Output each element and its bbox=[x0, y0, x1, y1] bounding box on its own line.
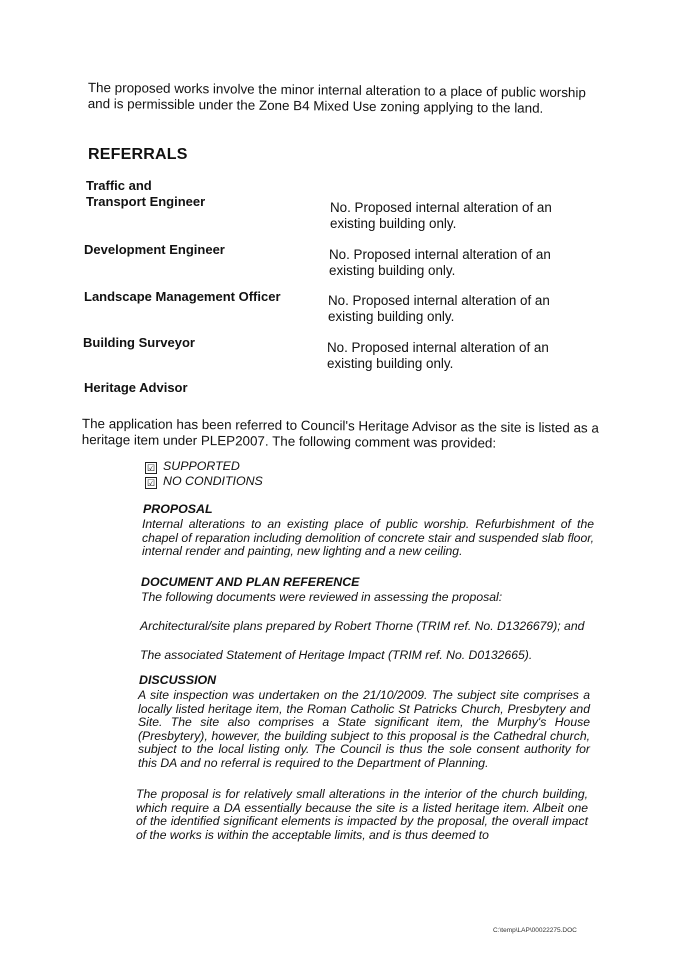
document-reference-line3: The associated Statement of Heritage Impact (TRIM ref. No. D0132665). bbox=[140, 648, 533, 662]
check-supported-label: SUPPORTED bbox=[163, 459, 240, 473]
heritage-advisor-heading: Heritage Advisor bbox=[84, 380, 188, 395]
referral-label-traffic-line1: Traffic and bbox=[86, 178, 152, 193]
discussion-paragraph-1: A site inspection was undertaken on the 21/10/2009. The subject site comprises a locally listed heritage item, the Roman Catholic St Patricks Church, Presbytery and Site. The site also comprises a State significant item, the Murphy's House (Presbytery), however, the building subject to this proposal is the Cathedral church, subject to the local listing only. The Council is thus the sole consent authority for this DA and no referral is required to the Department of Planning. bbox=[138, 688, 590, 770]
document-reference-line1: The following documents were reviewed in assessing the proposal: bbox=[141, 590, 503, 604]
footer-file-path: C:\temp\LAP\00022275.DOC bbox=[493, 927, 577, 934]
referral-value-landscape: No. Proposed internal alteration of an existing building only. bbox=[328, 293, 550, 324]
proposal-body: Internal alterations to an existing place of public worship. Refurbishment of the chapel of reparation including demolition of concrete stair and suspended slab floor, internal render and painting, new lighting and a new ceiling. bbox=[142, 517, 594, 559]
heritage-intro-paragraph: The application has been referred to Council's Heritage Advisor as the site is listed as a heritage item under PLEP2007. The following comment was provided: bbox=[81, 416, 599, 451]
document-reference-line2: Architectural/site plans prepared by Robert Thorne (TRIM ref. No. D1326679); and bbox=[140, 619, 585, 633]
referral-value-building: No. Proposed internal alteration of an existing building only. bbox=[327, 340, 549, 371]
referral-value-traffic: No. Proposed internal alteration of an existing building only. bbox=[330, 200, 552, 231]
proposal-heading: PROPOSAL bbox=[143, 502, 213, 516]
referrals-heading: REFERRALS bbox=[88, 146, 188, 163]
discussion-heading: DISCUSSION bbox=[139, 673, 217, 687]
document-reference-heading: DOCUMENT AND PLAN REFERENCE bbox=[141, 575, 360, 589]
check-supported bbox=[145, 459, 240, 474]
discussion-paragraph-2: The proposal is for relatively small alterations in the interior of the church building, which require a DA essentially because the site is a listed heritage item. Albeit one of the identified significant elements is impacted by the proposal, the overall impact of the works is within the acceptable limits, and is thus deemed to bbox=[136, 787, 588, 842]
check-no-conditions-label: NO CONDITIONS bbox=[163, 474, 263, 488]
checkbox-checked-icon: ☑ bbox=[146, 463, 156, 473]
referral-label-building: Building Surveyor bbox=[83, 335, 195, 350]
referral-value-development: No. Proposed internal alteration of an existing building only. bbox=[329, 247, 551, 278]
referral-label-landscape: Landscape Management Officer bbox=[84, 289, 281, 304]
referral-label-traffic bbox=[86, 178, 205, 210]
referral-label-development: Development Engineer bbox=[84, 242, 225, 257]
checkbox-checked-icon: ☑ bbox=[146, 478, 156, 488]
referral-label-traffic-line2: Transport Engineer bbox=[86, 194, 206, 209]
intro-paragraph: The proposed works involve the minor internal alteration to a place of public worship and is permissible under the Zone B4 Mixed Use zoning applying to the land. bbox=[87, 80, 586, 116]
check-no-conditions bbox=[145, 474, 263, 489]
